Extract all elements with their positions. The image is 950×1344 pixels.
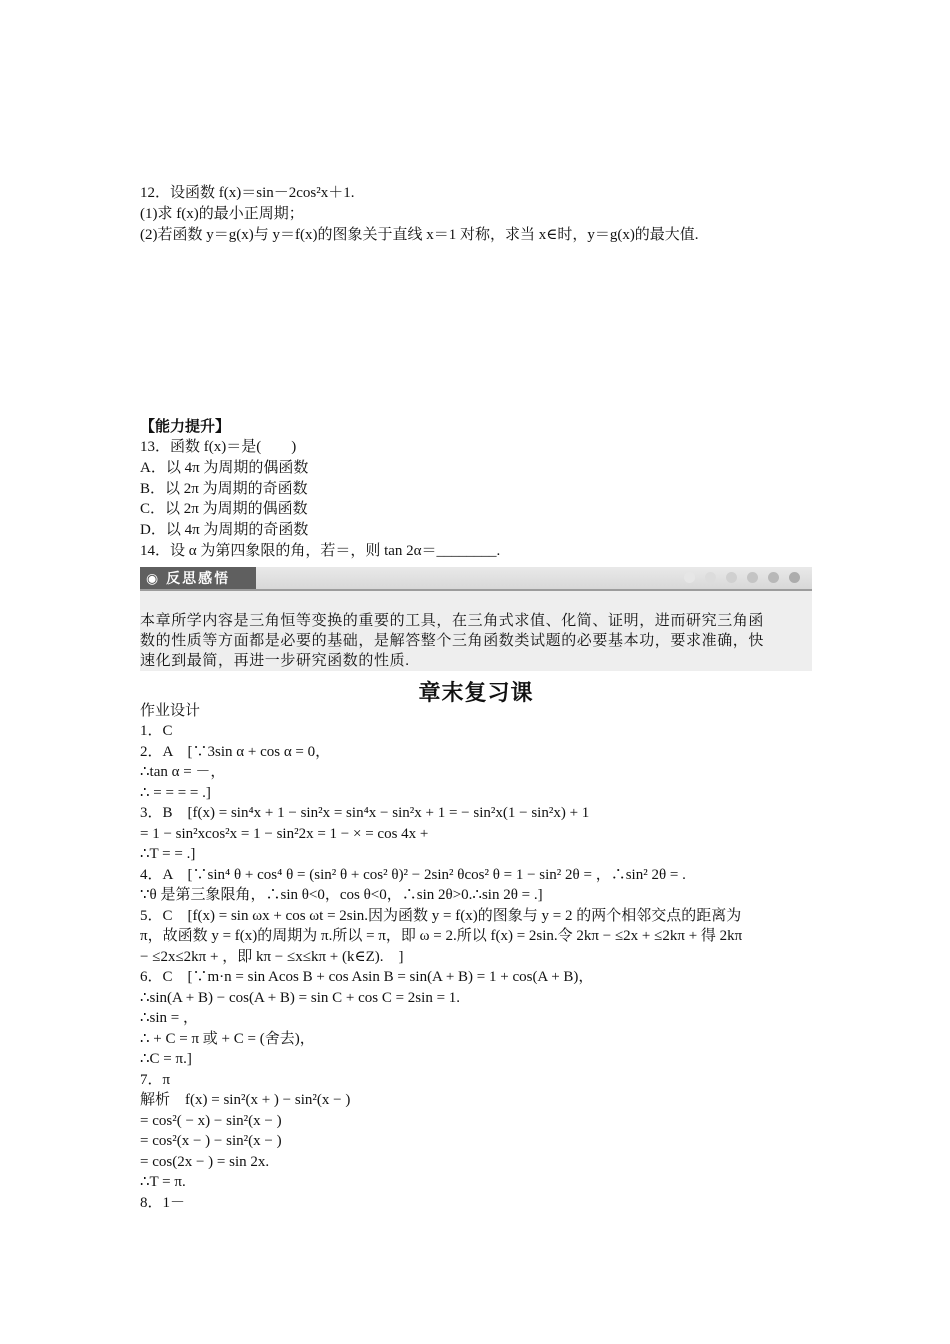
- answer-line: 3．B [f(x) = sin⁴x + 1 − sin²x = sin⁴x − sin²x + 1 = − sin²x(1 − sin²x) + 1: [140, 805, 590, 821]
- answer-line: 6．C [∵m·n = sin Acos B + cos Asin B = sin(A + B) = 1 + cos(A + B)，: [140, 969, 594, 985]
- reflection-panel: [140, 591, 812, 671]
- option-d: D．以 4π 为周期的奇函数: [140, 522, 309, 538]
- answer-line: = 1 − sin²xcos²x = 1 − sin²2x = 1 − × = cos 4x +: [140, 825, 429, 842]
- dot-icon: [705, 572, 716, 583]
- answer-line: − ≤2x≤2kπ + ，即 kπ − ≤x≤kπ + (k∈Z). ]: [140, 948, 404, 965]
- section-heading-ability: 【能力提升】: [140, 419, 231, 435]
- answer-line: 4．A [∵sin⁴ θ + cos⁴ θ = (sin² θ + cos² θ)² − 2sin² θcos² θ = 1 − sin² 2θ = ，∴sin² 2θ = .: [140, 866, 686, 883]
- answer-line: = cos²( − x) − sin²(x − ): [140, 1112, 282, 1129]
- answer-line: 5．C [f(x) = sin ωx + cos ωt = 2sin.因为函数 y = f(x)的图象与 y = 2 的两个相邻交点的距离为: [140, 907, 742, 924]
- answer-line: 7．π: [140, 1071, 171, 1088]
- answer-line: ∴tan α = －，: [140, 764, 226, 780]
- problem-12-line-2: (1)求 f(x)的最小正周期；: [140, 206, 304, 222]
- option-a: A．以 4π 为周期的偶函数: [140, 460, 309, 476]
- answer-line: = cos(2x − ) = sin 2x.: [140, 1153, 270, 1170]
- problem-13: 13．函数 f(x)＝是( ): [140, 439, 297, 455]
- answer-line: 1．C: [140, 723, 173, 739]
- answer-line: ∴C = π.]: [140, 1051, 192, 1067]
- reflection-line: 数的性质等方面都是必要的基础，是解答整个三角函数类试题的必要基本功，要求准确，快: [140, 633, 765, 649]
- answer-line: ∴sin = ，: [140, 1010, 199, 1026]
- answer-line: 8．1－: [140, 1194, 186, 1211]
- answer-line: ∴sin(A + B) − cos(A + B) = sin C + cos C = 2sin = 1.: [140, 989, 461, 1006]
- dot-icon: [684, 572, 695, 583]
- answer-line: ∵θ 是第三象限角，∴sin θ<0，cos θ<0，∴sin 2θ>0.∴sin 2θ = .]: [140, 887, 543, 903]
- answers-heading: 作业设计: [140, 703, 201, 719]
- answer-line: = cos²(x − ) − sin²(x − ): [140, 1133, 282, 1149]
- chapter-title: 章末复习课: [418, 680, 534, 705]
- problem-14: 14．设 α 为第四象限的角，若＝，则 tan 2α＝________.: [140, 543, 501, 559]
- answer-line: 2．A [∵3sin α + cos α = 0，: [140, 743, 331, 760]
- answer-line: ∴T = = .]: [140, 846, 196, 862]
- dot-icon: [789, 572, 800, 583]
- problem-12-line-1: 12．设函数 f(x)＝sin－2cos²x＋1.: [140, 185, 355, 201]
- decorative-dots: [684, 572, 800, 583]
- dot-icon: [747, 572, 758, 583]
- answer-line: ∴ = = = = .]: [140, 784, 211, 801]
- answer-line: 解析 f(x) = sin²(x + ) − sin²(x − ): [140, 1092, 351, 1108]
- reflection-label: ◉ 反思感悟: [140, 567, 256, 589]
- dot-icon: [726, 572, 737, 583]
- answer-line: ∴T = π.: [140, 1174, 186, 1190]
- reflection-line: 本章所学内容是三角恒等变换的重要的工具，在三角式求值、化简、证明，进而研究三角函: [140, 613, 765, 629]
- option-c: C．以 2π 为周期的偶函数: [140, 501, 308, 517]
- problem-12-line-3: (2)若函数 y＝g(x)与 y＝f(x)的图象关于直线 x＝1 对称，求当 x∈时，y＝g(x)的最大值.: [140, 227, 699, 243]
- reflection-banner: [140, 567, 812, 591]
- option-b: B．以 2π 为周期的奇函数: [140, 481, 308, 497]
- reflection-text: [140, 611, 812, 671]
- answer-line: π，故函数 y = f(x)的周期为 π.所以 = π，即 ω = 2.所以 f(x) = 2sin.令 2kπ − ≤2x + ≤2kπ + 得 2kπ: [140, 928, 743, 944]
- dot-icon: [768, 572, 779, 583]
- answer-line: ∴ + C = π 或 + C = (舍去)，: [140, 1030, 315, 1047]
- reflection-line: 速化到最简，再进一步研究函数的性质.: [140, 653, 410, 669]
